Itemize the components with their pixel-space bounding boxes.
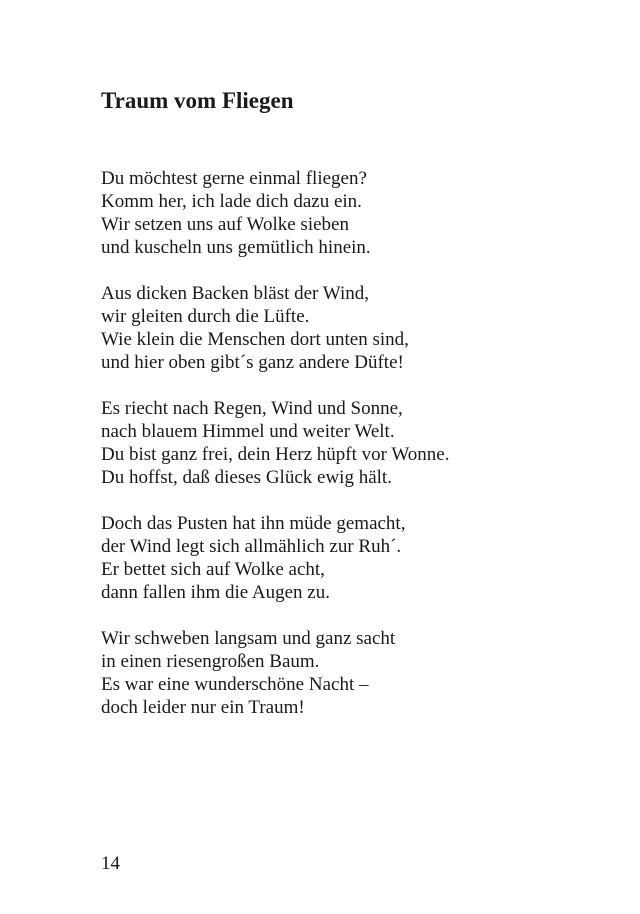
poem-line: Wir setzen uns auf Wolke sieben (101, 214, 349, 235)
poem-line: wir gleiten durch die Lüfte. (101, 306, 310, 327)
poem-line: doch leider nur ein Traum! (101, 697, 305, 718)
poem-line: dann fallen ihm die Augen zu. (101, 582, 330, 603)
poem-line: Aus dicken Backen bläst der Wind, (101, 283, 369, 304)
stanza-1 (101, 167, 621, 259)
poem-line: nach blauem Himmel und weiter Welt. (101, 421, 395, 442)
poem-line: in einen riesengroßen Baum. (101, 651, 320, 672)
poem-line: Du hoffst, daß dieses Glück ewig hält. (101, 467, 392, 488)
poem-line: Komm her, ich lade dich dazu ein. (101, 191, 362, 212)
poem-line: und hier oben gibt´s ganz andere Düfte! (101, 352, 404, 373)
stanza-5 (101, 627, 621, 719)
poem-line: Er bettet sich auf Wolke acht, (101, 559, 325, 580)
stanza-4 (101, 512, 621, 604)
poem-title: Traum vom Fliegen (101, 88, 294, 113)
stanza-2 (101, 282, 621, 374)
page-number: 14 (101, 853, 120, 874)
poem-line: Es war eine wunderschöne Nacht – (101, 674, 369, 695)
poem-line: und kuscheln uns gemütlich hinein. (101, 237, 371, 258)
poem-body (101, 167, 621, 742)
poem-line: Wir schweben langsam und ganz sacht (101, 628, 396, 649)
poem-line: der Wind legt sich allmählich zur Ruh´. (101, 536, 402, 557)
poem-line: Doch das Pusten hat ihn müde gemacht, (101, 513, 406, 534)
poem-line: Du möchtest gerne einmal fliegen? (101, 168, 367, 189)
stanza-3 (101, 397, 621, 489)
poem-line: Wie klein die Menschen dort unten sind, (101, 329, 409, 350)
poem-line: Du bist ganz frei, dein Herz hüpft vor Wonne. (101, 444, 450, 465)
poem-line: Es riecht nach Regen, Wind und Sonne, (101, 398, 403, 419)
